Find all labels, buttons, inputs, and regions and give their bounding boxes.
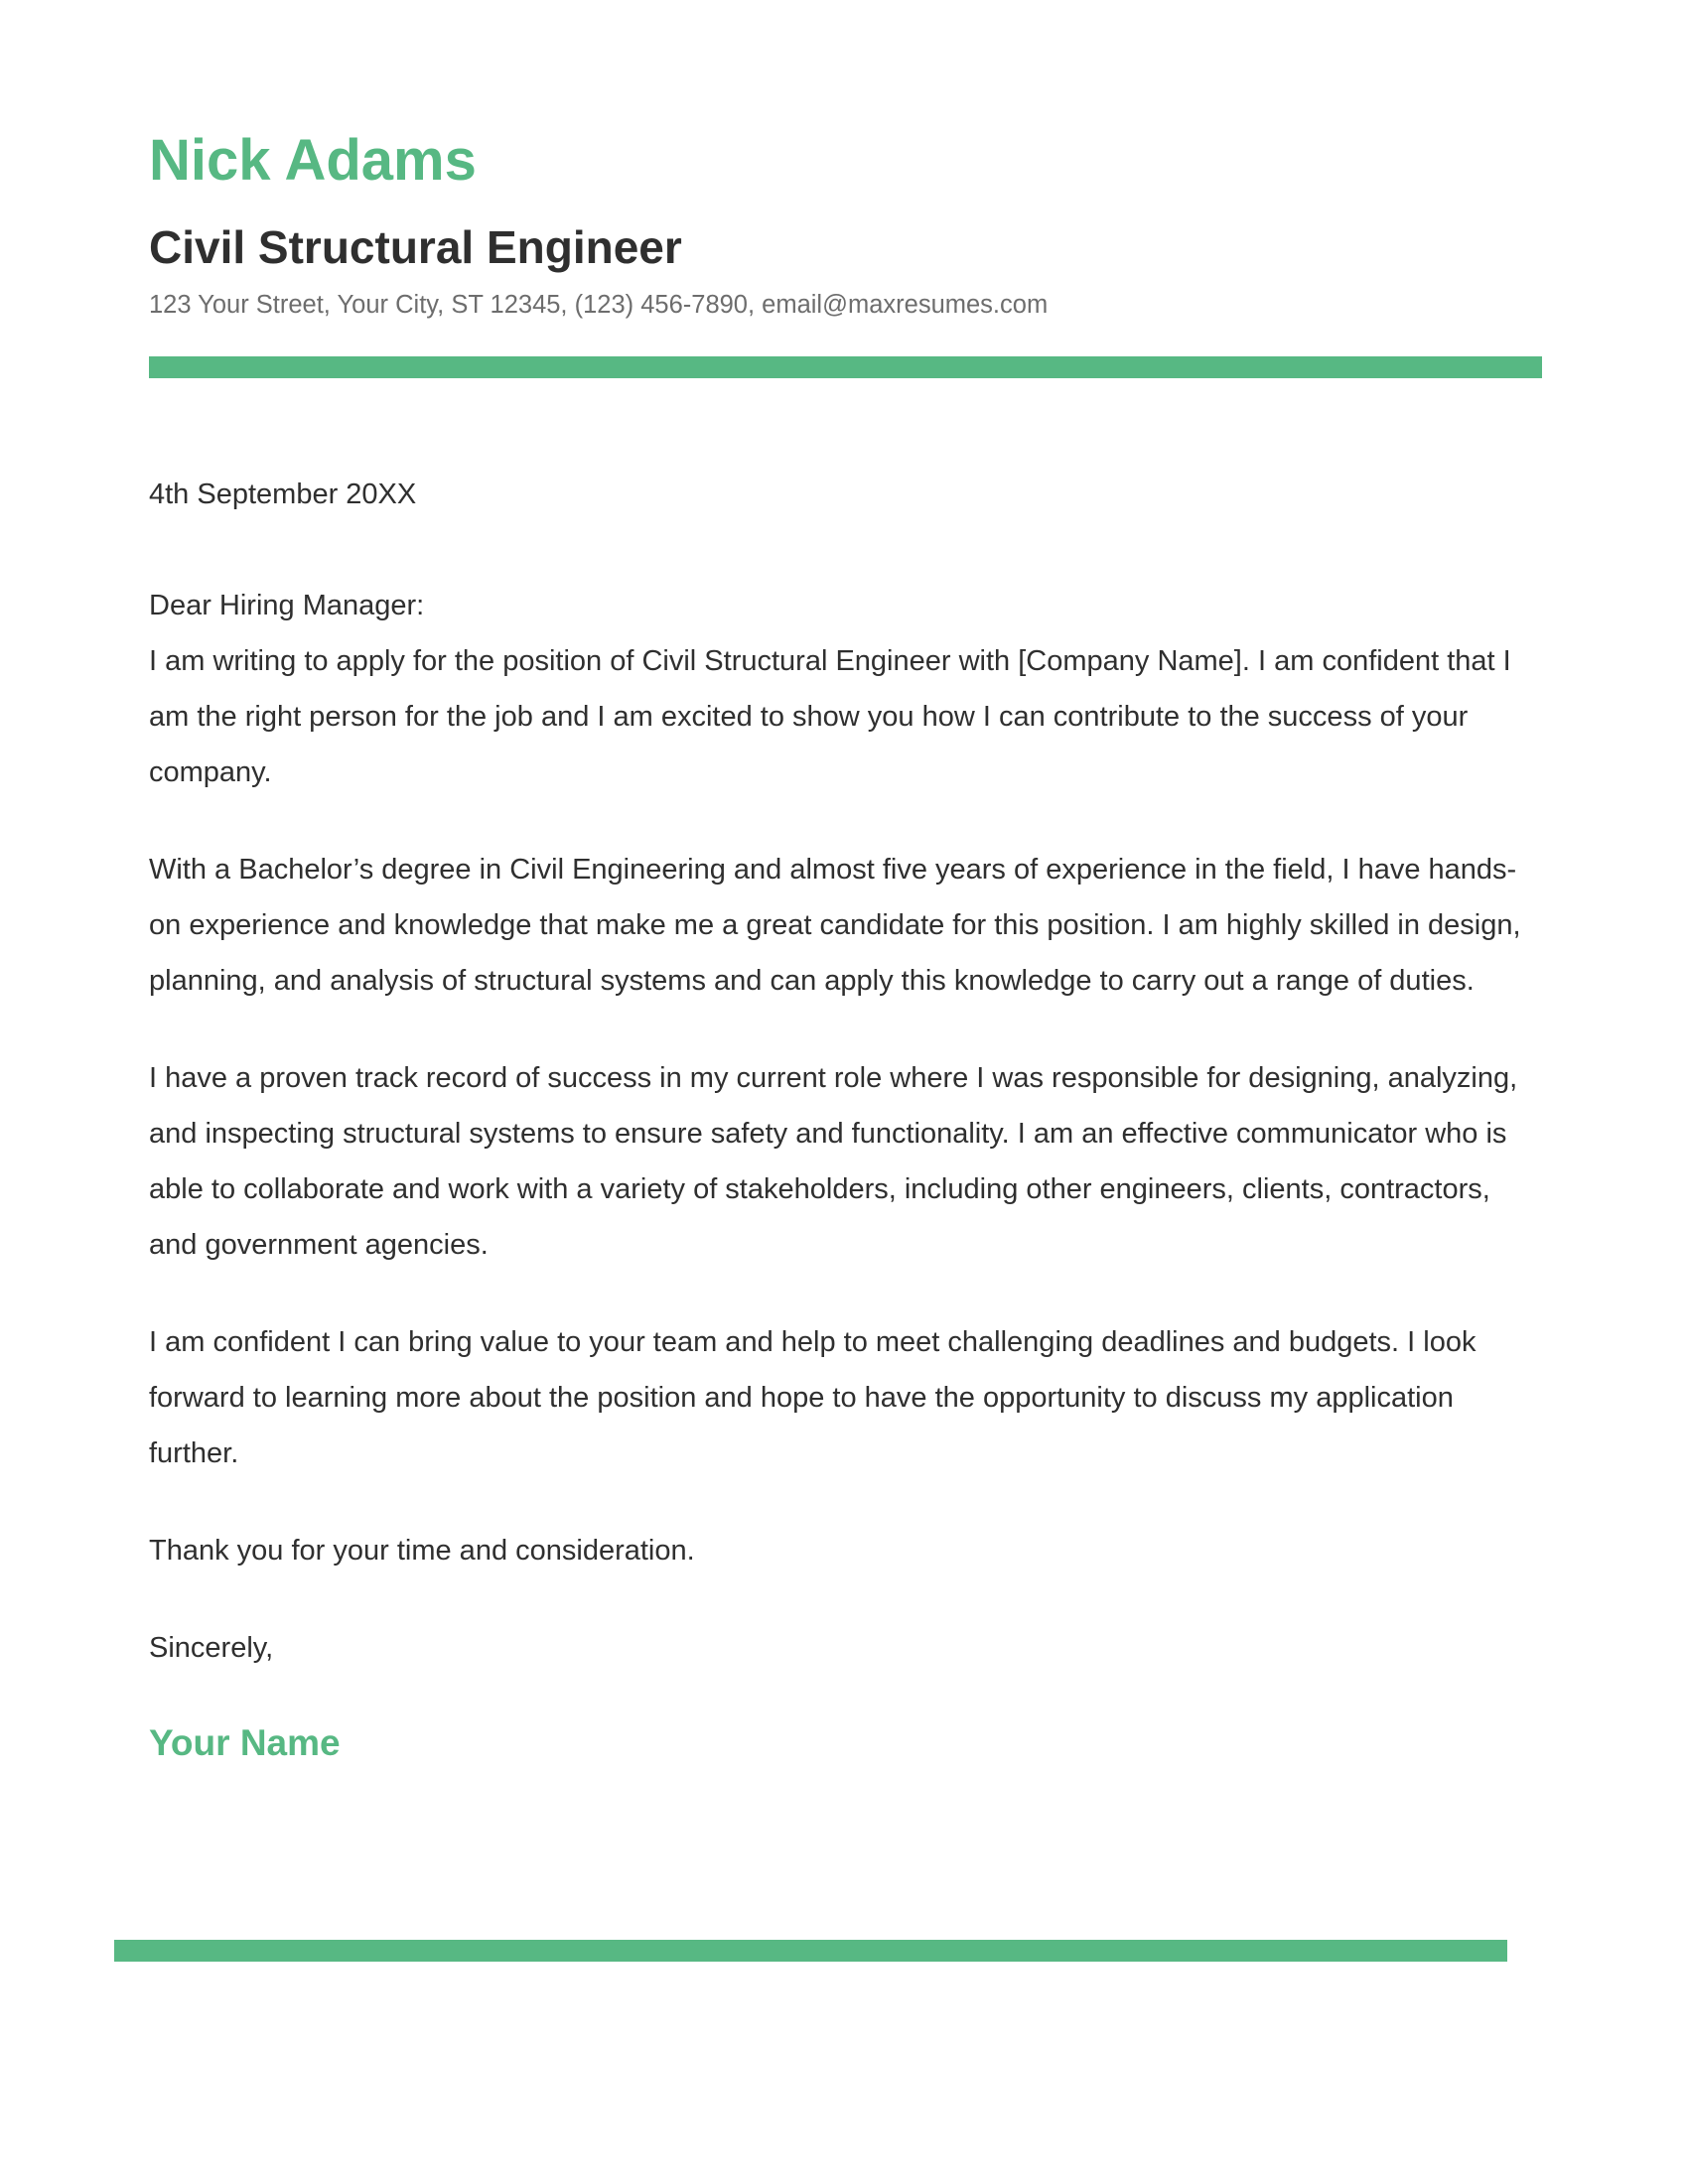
salutation: Dear Hiring Manager: bbox=[149, 590, 425, 621]
applicant-name: Nick Adams bbox=[149, 128, 477, 193]
header-divider bbox=[149, 356, 1542, 378]
paragraph-track-record: I have a proven track record of success in my current role where I was responsible for designing, analyzing, and inspecting structural systems to ensure safety and functionality. I am an effective communicator who is able to collaborate and work with a variety of stakeholders, including other engineers, clients, contractors, and government agencies. bbox=[149, 1062, 1518, 1261]
letter-date: 4th September 20XX bbox=[149, 478, 417, 510]
letter-body bbox=[149, 467, 1544, 1771]
paragraph-thanks: Thank you for your time and consideration. bbox=[149, 1535, 695, 1567]
signature-name: Your Name bbox=[149, 1722, 341, 1763]
footer-divider bbox=[114, 1940, 1507, 1962]
paragraph-value: I am confident I can bring value to your team and help to meet challenging deadlines and budgets. I look forward to learning more about the position and hope to have the opportunity to discuss my application further. bbox=[149, 1326, 1477, 1469]
job-title: Civil Structural Engineer bbox=[149, 221, 682, 273]
closing: Sincerely, bbox=[149, 1632, 274, 1664]
contact-details: 123 Your Street, Your City, ST 12345, (123) 456-7890, email@maxresumes.com bbox=[149, 291, 1049, 319]
paragraph-intro: I am writing to apply for the position of Civil Structural Engineer with [Company Name]. I am confident that I am the right person for the job and I am excited to show you how I can contribute to the success of your company. bbox=[149, 645, 1511, 788]
paragraph-experience: With a Bachelor’s degree in Civil Engineering and almost five years of experience in the field, I have hands- on experience and knowledge that make me a great candidate for this position. I am highly skilled in design, planning, and analysis of structural systems and can apply this knowledge to carry out a range of duties. bbox=[149, 854, 1521, 997]
